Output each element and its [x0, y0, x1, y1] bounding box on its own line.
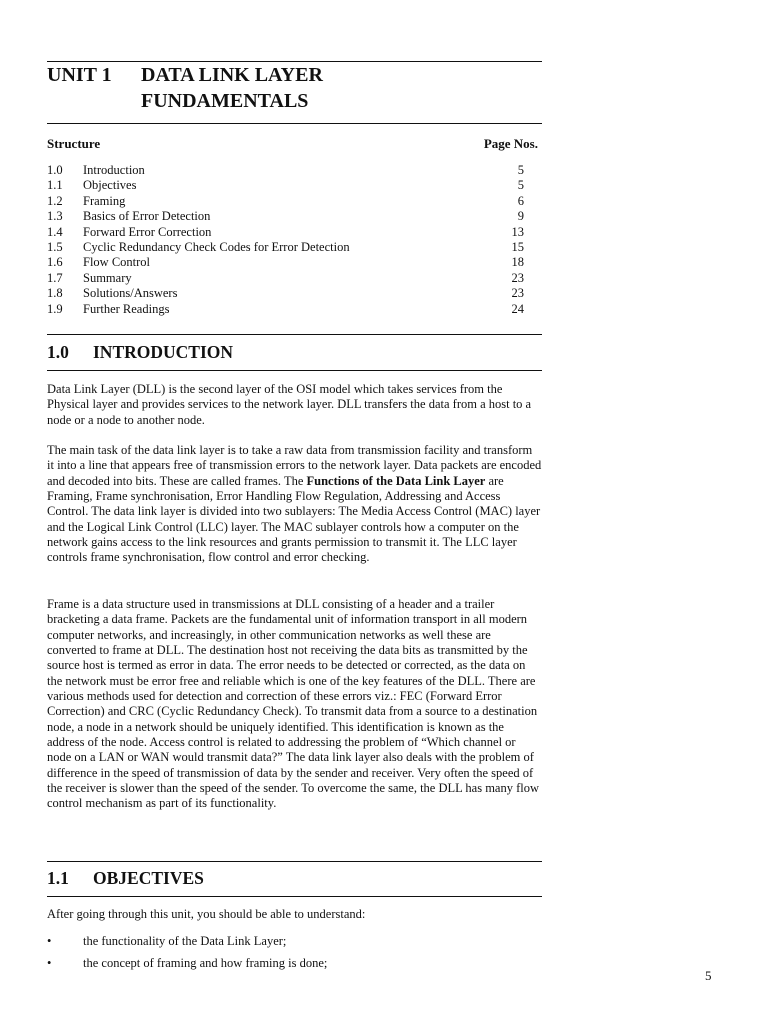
toc-row[interactable]: [47, 209, 542, 224]
toc-title: Introduction: [83, 163, 145, 177]
paragraph-text: [47, 443, 542, 566]
toc-page: 9: [517, 209, 524, 224]
toc-page: 23: [511, 270, 524, 285]
toc-number: 1.8: [47, 286, 63, 301]
toc-number: 1.9: [47, 301, 63, 316]
page-number: 5: [705, 968, 712, 983]
toc-row[interactable]: [47, 163, 542, 178]
toc-title: Framing: [83, 193, 126, 208]
toc-row[interactable]: [47, 178, 542, 193]
toc-number: 1.1: [47, 178, 63, 193]
toc-page: 5: [517, 178, 524, 193]
page-numbers-heading: Page Nos.: [483, 136, 538, 151]
bold-term: Functions of the Data Link Layer: [306, 473, 486, 488]
paragraph-text: Frame is a data structure used in transmissions at DLL consisting of a header and a trailer bracketing a data frame. Packets are the fundamental unit of information transport in all modern computer networks, and increasingly, in other communication networks as well these are converted to frame at DLL. The destination host not receiving the data bits as transmitted by the source host is termed as error in data. The error needs to be detected or corrected, as the data on the network must be error free and reliable which is one of the key features of the DLL. There are various methods used for detection and correction of these errors viz.: FEC (Forward Error Correction) and CRC (Cyclic Redundancy Check). To transmit data from a source to a destination node, a node in a network should be uniquely identified. This identification is known as the address of the node. Access control is related to addressing the problem of “Which channel or node on a LAN or WAN would transmit data?” The data link layer also deals with the problem of difference in the speed of transmission of data by the sender and receiver. Very often the speed of the receiver is slower than the speed of the sender. To overcome the same, the DLL has many flow control mechanism as part of its functionality.: [47, 597, 540, 811]
toc-page: 13: [511, 224, 524, 239]
section-heading-objectives: [47, 868, 204, 889]
unit-title-line2: FUNDAMENTALS: [141, 90, 309, 112]
toc-row[interactable]: [47, 255, 542, 270]
intro-paragraph-2: [47, 443, 542, 566]
list-item-text: the concept of framing and how framing is done;: [83, 956, 328, 970]
objectives-lead: [47, 907, 542, 922]
text-run: are Framing, Frame synchronisation, Error Handling Flow Regulation, Addressing and Access Control. The data link layer is divided into two sublayers: The Media Access Control (MAC) layer and the Logical Link Control (LLC) layer. The MAC sublayer controls how a computer on the network gains access to the link resources and grants permission to transmit it. The LLC layer controls frame synchronisation, flow control and error checking.: [47, 473, 541, 565]
list-item-text: the functionality of the Data Link Layer;: [83, 934, 287, 948]
toc-row[interactable]: [47, 302, 542, 317]
toc-title: Objectives: [83, 178, 137, 193]
intro-top-rule: [47, 334, 542, 335]
paragraph-text: Data Link Layer (DLL) is the second layer of the OSI model which takes services from the Physical layer and provides services to the network layer. DLL transfers the data from a host to a node or a node to another node.: [47, 382, 532, 427]
section-heading-introduction: [47, 342, 233, 363]
toc-number: 1.4: [47, 224, 63, 239]
unit-title-line1: DATA LINK LAYER: [141, 64, 323, 86]
toc-page: 18: [511, 255, 524, 270]
toc-page: 24: [511, 301, 524, 316]
toc-number: 1.2: [47, 193, 63, 208]
bullet-icon: •: [47, 934, 52, 948]
table-of-contents: [47, 163, 542, 317]
structure-header: [47, 136, 542, 152]
toc-number: 1.5: [47, 239, 63, 254]
toc-number: 1.6: [47, 255, 63, 270]
toc-row[interactable]: [47, 194, 542, 209]
objectives-list: [47, 934, 542, 978]
section-number: 1.0: [47, 342, 69, 362]
structure-heading: Structure: [47, 136, 101, 151]
text-run: The main task of the data link layer is to take a raw data from transmission facility and transform it into a line that appears free of transmission errors to the network layer. Data packets are encoded and decoded into bits. These are called frames. The: [47, 443, 542, 488]
toc-title: Flow Control: [83, 255, 151, 270]
toc-row[interactable]: [47, 271, 542, 286]
toc-number: 1.0: [47, 163, 63, 177]
intro-paragraph-3: [47, 597, 542, 812]
objectives-top-rule: [47, 861, 542, 862]
toc-title: Basics of Error Detection: [83, 209, 211, 224]
toc-row[interactable]: [47, 286, 542, 301]
toc-page: 6: [517, 193, 524, 208]
toc-number: 1.7: [47, 270, 63, 285]
toc-number: 1.3: [47, 209, 63, 224]
toc-title: Summary: [83, 270, 132, 285]
toc-title: Further Readings: [83, 301, 170, 316]
toc-page: 15: [511, 239, 524, 254]
toc-row[interactable]: [47, 225, 542, 240]
section-title: OBJECTIVES: [93, 868, 204, 888]
list-item: [47, 934, 542, 956]
toc-page: 5: [517, 163, 524, 177]
toc-row[interactable]: [47, 240, 542, 255]
objectives-bottom-rule: [47, 896, 542, 897]
paragraph-text: After going through this unit, you should be able to understand:: [47, 907, 366, 921]
title-bottom-rule: [47, 123, 542, 124]
unit-number: UNIT 1: [47, 64, 112, 86]
bullet-icon: •: [47, 956, 52, 970]
section-title: INTRODUCTION: [93, 342, 234, 362]
toc-title: Forward Error Correction: [83, 224, 212, 239]
toc-title: Cyclic Redundancy Check Codes for Error Detection: [83, 239, 350, 254]
intro-bottom-rule: [47, 370, 542, 371]
toc-page: 23: [511, 286, 524, 301]
list-item: [47, 956, 542, 978]
section-number: 1.1: [47, 868, 69, 888]
intro-paragraph-1: [47, 382, 542, 428]
toc-title: Solutions/Answers: [83, 286, 178, 301]
unit-title: [47, 62, 323, 114]
